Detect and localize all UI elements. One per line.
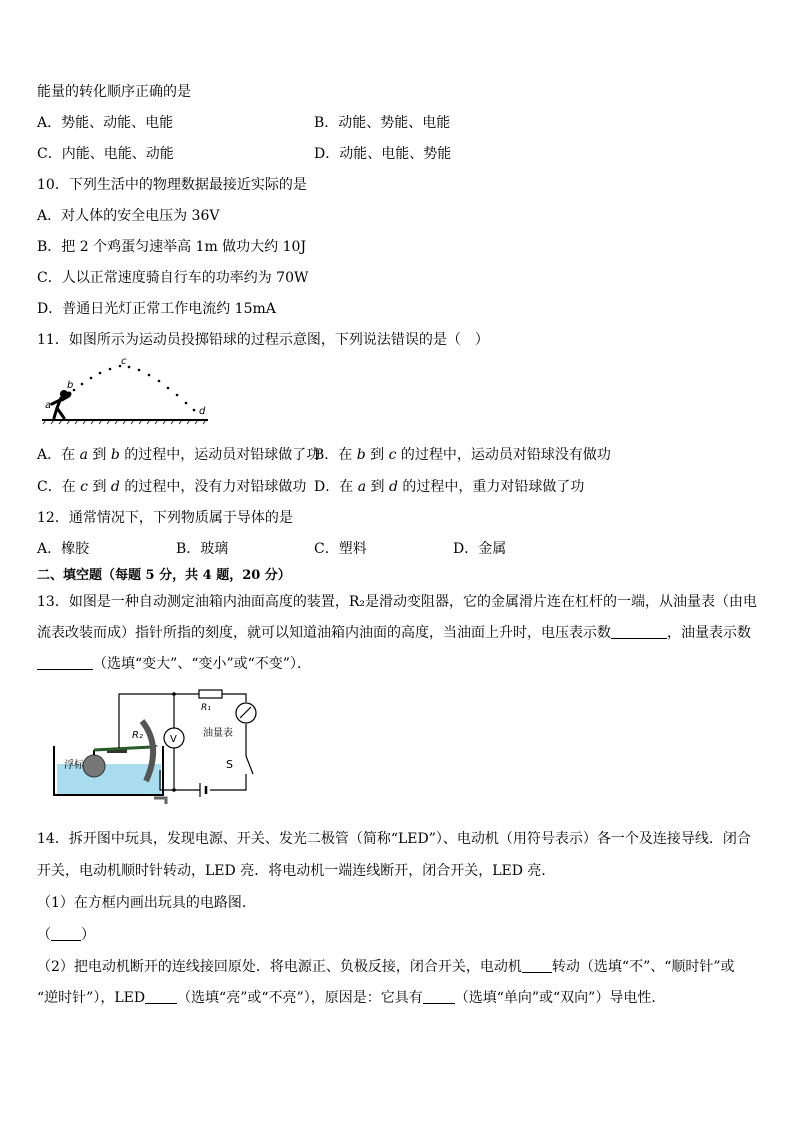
q9-stem-tail: 能量的转化顺序正确的是 <box>37 84 191 100</box>
q12-option-c: C．塑料 <box>314 541 367 557</box>
oil-meter-label: 油量表 <box>203 728 233 739</box>
oil-gauge-circuit-figure <box>50 686 280 818</box>
q9-option-b: B．动能、势能、电能 <box>314 115 451 131</box>
q10-stem: 10．下列生活中的物理数据最接近实际的是 <box>37 177 307 193</box>
voltmeter-label: V <box>170 734 177 745</box>
q11-option-d: D．在 a 到 d 的过程中，重力对铅球做了功 <box>314 479 585 495</box>
float-label: 浮标 <box>64 760 84 771</box>
q12-option-b: B．玻璃 <box>176 541 229 557</box>
drain-tap <box>154 798 166 804</box>
q11-option-b: B．在 b 到 c 的过程中，运动员对铅球没有做功 <box>314 447 611 463</box>
r1-resistor <box>199 690 222 698</box>
switch-s <box>246 756 253 774</box>
q14-blank-diagram[interactable] <box>51 926 81 941</box>
label-b: b <box>67 380 74 391</box>
q11-option-a: A．在 a 到 b 的过程中，运动员对铅球做了功 <box>37 447 321 463</box>
q13-blank-oil-meter[interactable] <box>37 655 93 670</box>
q11-option-c: C．在 c 到 d 的过程中，没有力对铅球做功 <box>37 479 307 495</box>
r1-label: R₁ <box>201 703 211 713</box>
q14-sub1-answer: （ ） <box>37 927 95 943</box>
switch-label: S <box>226 758 233 771</box>
label-a: a <box>45 400 52 411</box>
q14-line1: 14．拆开图中玩具，发现电源、开关、发光二极管（简称“LED”）、电动机（用符号表示）各一个及连接导线．闭合 <box>37 831 751 847</box>
q14-blank-motor[interactable] <box>522 958 552 973</box>
q14-sub2-line1: （2）把电动机断开的连线接回原处．将电源正、负极反接，闭合开关，电动机 转动（选填“不”、“顺时针”或 <box>37 959 735 975</box>
q13-blank-voltage[interactable] <box>611 624 667 639</box>
label-c: c <box>121 356 127 367</box>
q10-option-a: A．对人体的安全电压为 36V <box>37 208 220 224</box>
q12-option-a: A．橡胶 <box>37 541 90 557</box>
q9-option-d: D．动能、电能、势能 <box>314 146 452 162</box>
q13-line1: 13．如图是一种自动测定油箱内油面高度的装置，R₂是滑动变阻器，它的金属滑片连在杠杆的一端，从油量表（由电 <box>37 594 757 610</box>
q12-stem: 12．通常情况下，下列物质属于导体的是 <box>37 510 293 526</box>
oil-meter-dial <box>236 703 256 723</box>
q14-sub1: （1）在方框内画出玩具的电路图． <box>37 895 256 911</box>
label-d: d <box>199 406 206 417</box>
lever-arm <box>94 747 152 750</box>
q13-line2: 流表改装而成）指针所指的刻度，就可以知道油箱内油面的高度，当油面上升时，电压表示数 ，油量表示数 <box>37 625 751 641</box>
q14-sub2-line2: “逆时针”），LED （选填“亮”或“不亮”），原因是：它具有 （选填“单向”或“双向”）导电性． <box>37 990 666 1006</box>
q10-option-b: B．把 2 个鸡蛋匀速举高 1m 做功大约 10J <box>37 239 307 255</box>
float-ball <box>83 755 105 777</box>
q13-line3: （选填“变大”、“变小”或“不变”）． <box>37 655 311 673</box>
section-title: 二、填空题（每题 5 分，共 4 题，20 分） <box>37 568 291 583</box>
trajectory-dots <box>73 365 196 412</box>
r2-label: R₂ <box>132 730 143 741</box>
q10-option-d: D．普通日光灯正常工作电流约 15mA <box>37 301 276 317</box>
q12-option-d: D．金属 <box>453 541 507 557</box>
q9-option-c: C．内能、电能、动能 <box>37 146 174 162</box>
q11-stem: 11．如图所示为运动员投掷铅球的过程示意图，下列说法错误的是（ ） <box>37 332 489 348</box>
q14-blank-led[interactable] <box>145 989 177 1004</box>
athlete-figure <box>52 390 72 418</box>
q14-blank-conductivity[interactable] <box>423 989 455 1004</box>
q14-line2: 开关，电动机顺时针转动，LED 亮．将电动机一端连线断开，闭合开关，LED 亮． <box>37 863 556 879</box>
q9-option-a: A．势能、动能、电能 <box>37 115 174 131</box>
q10-option-c: C．人以正常速度骑自行车的功率约为 70W <box>37 270 309 286</box>
shot-put-figure <box>42 356 214 430</box>
